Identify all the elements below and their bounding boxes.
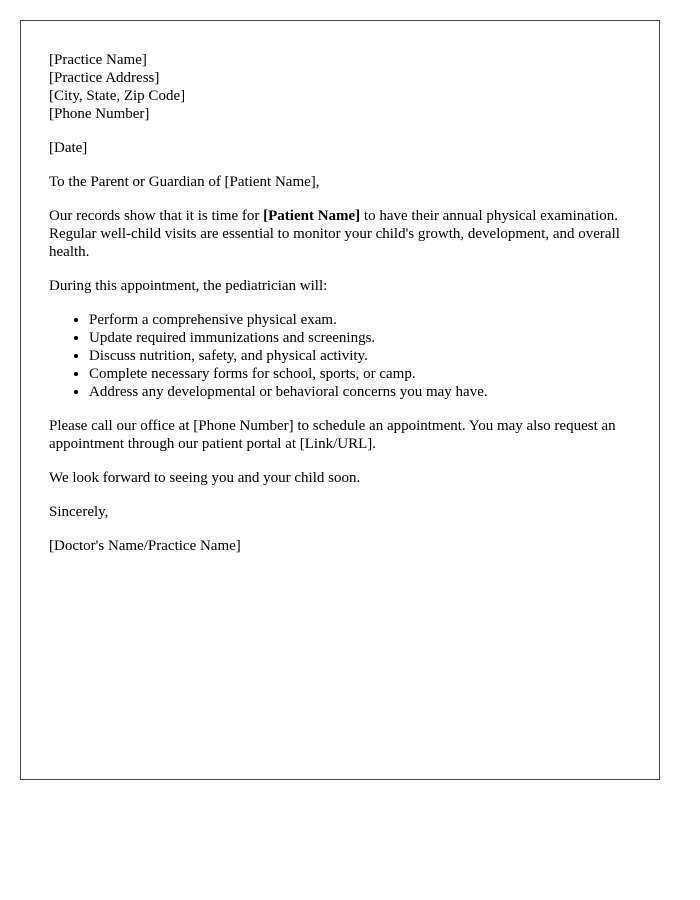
- list-intro: During this appointment, the pediatrician will:: [49, 278, 328, 294]
- practice-phone: [Phone Number]: [49, 106, 150, 122]
- practice-address: [Practice Address]: [49, 70, 160, 86]
- list-item: • Perform a comprehensive physical exam.: [89, 311, 631, 329]
- city-state-zip: [City, State, Zip Code]: [49, 88, 186, 104]
- list-item: • Complete necessary forms for school, sports, or camp.: [89, 365, 631, 383]
- letter-page: [20, 20, 660, 780]
- list-item: • Address any developmental or behavioral concerns you may have.: [89, 383, 631, 401]
- call-to-action-paragraph: Please call our office at [Phone Number] to schedule an appointment. You may also request an appointment through our patient portal at [Link/URL].: [49, 418, 616, 452]
- intro-text-before: Our records show that it is time for: [49, 208, 264, 224]
- patient-name-bold: [Patient Name]: [263, 208, 361, 224]
- list-item: • Update required immunizations and screenings.: [89, 329, 631, 347]
- appointment-activities-list: [49, 311, 631, 401]
- sender-address-block: [49, 51, 631, 123]
- sign-off: Sincerely,: [49, 504, 109, 520]
- intro-text-after: to have their annual physical examination. Regular well-child visits are essential to monitor your child's growth, development, and overall health.: [49, 208, 620, 260]
- signature: [Doctor's Name/Practice Name]: [49, 538, 241, 554]
- salutation: To the Parent or Guardian of [Patient Name],: [49, 174, 320, 190]
- list-item: • Discuss nutrition, safety, and physical activity.: [89, 347, 631, 365]
- letter-date: [Date]: [49, 140, 88, 156]
- intro-paragraph: [49, 207, 631, 261]
- practice-name: [Practice Name]: [49, 52, 147, 68]
- closing-line: We look forward to seeing you and your child soon.: [49, 470, 361, 486]
